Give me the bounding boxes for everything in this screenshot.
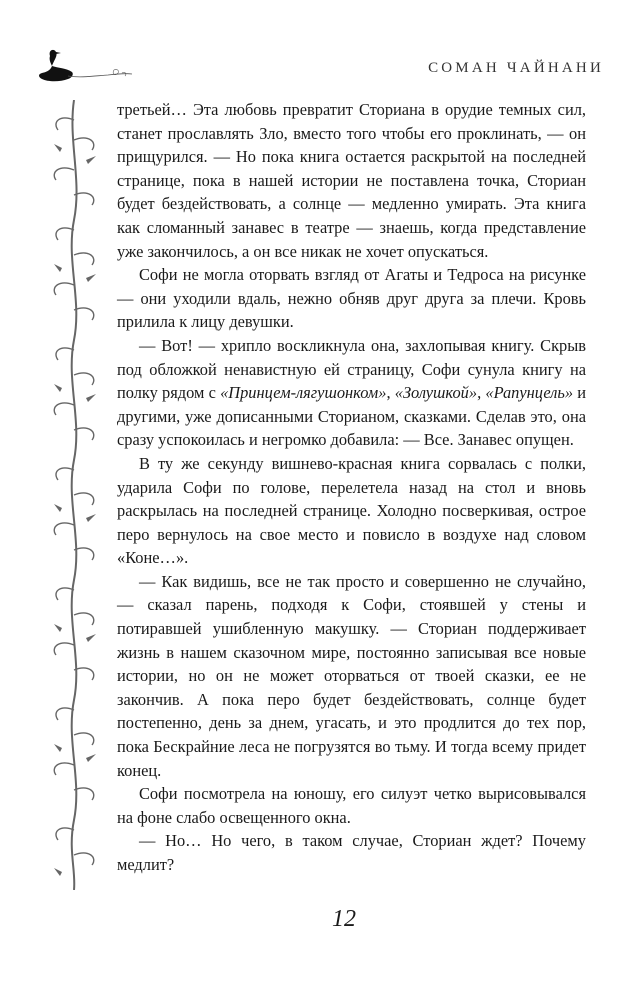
paragraph xyxy=(117,334,586,452)
paragraph: третьей… Эта любовь превратит Сториана в орудие темных сил, станет прославлять Зло, вместо того чтобы его проклинать, — он прищурился. — Но пока книга остается раскрытой на последней странице, пока в нашей истории не поставлена точка, Сториан будет бездействовать, а солнце — медленно умирать. Эта книга как сломанный занавес в театре — знаешь, когда представление уже закончилось, а он все никак не хочет опускаться. xyxy=(117,100,586,261)
page-number: 12 xyxy=(332,906,356,932)
book-title: «Принцем-лягушонком» xyxy=(220,383,387,403)
text-run: , xyxy=(477,383,486,403)
text-run: и другими, уже дописанными Сторианом, сказками. Сделав это, она сразу успокоилась и негромко добавила: — Все. Занавес опущен. xyxy=(117,383,587,450)
paragraph: Софи посмотрела на юношу, его силуэт четко вырисовывался на фоне слабо освещенного окна. xyxy=(117,784,586,827)
paragraph: — Как видишь, все не так просто и совершенно не случайно, — сказал парень, подходя к Софи, стоявшей у стены и потиравшей ушибленную макушку. — Сториан поддерживает жизнь в нашем сказочном мире, постоянно записывая все новые истории, но он не может оторваться от твоей сказки, ее не закончив. А пока перо будет бездействовать, солнце будет постепенно, день за днем, угасать, и это продлится до тех пор, пока Бескрайние леса не погрузятся во тьму. И тогда всему придет конец. xyxy=(117,571,586,780)
text-run: — Вот! — хрипло воскликнула она, захлопывая книгу. Скрыв под обложкой ненавистную ей страницу, Софи сунула книгу на полку рядом с xyxy=(117,335,586,403)
main-text xyxy=(117,98,586,877)
book-title: «Золушкой» xyxy=(394,383,478,403)
swan-icon xyxy=(28,46,138,90)
paragraph: В ту же секунду вишнево-красная книга сорвалась с полки, ударила Софи по голове, перелетела назад на стол и вновь раскрылась на последней странице. Холодно посверкивая, острое перо вернулось на свое место и повисло в воздухе над словом «Коне…». xyxy=(117,453,586,568)
paragraph: Софи не могла оторвать взгляд от Агаты и Тедроса на рисунке — они уходили вдаль, нежно обняв друг друга за плечи. Кровь прилила к лицу девушки. xyxy=(117,265,586,332)
thorn-vine-icon xyxy=(40,100,110,890)
running-header-author: СОМАН ЧАЙНАНИ xyxy=(428,60,604,76)
text-run: , xyxy=(386,383,395,403)
book-title: «Рапунцель» xyxy=(485,383,574,403)
paragraph: — Но… Но чего, в таком случае, Сториан ждет? Почему медлит? xyxy=(117,831,586,874)
